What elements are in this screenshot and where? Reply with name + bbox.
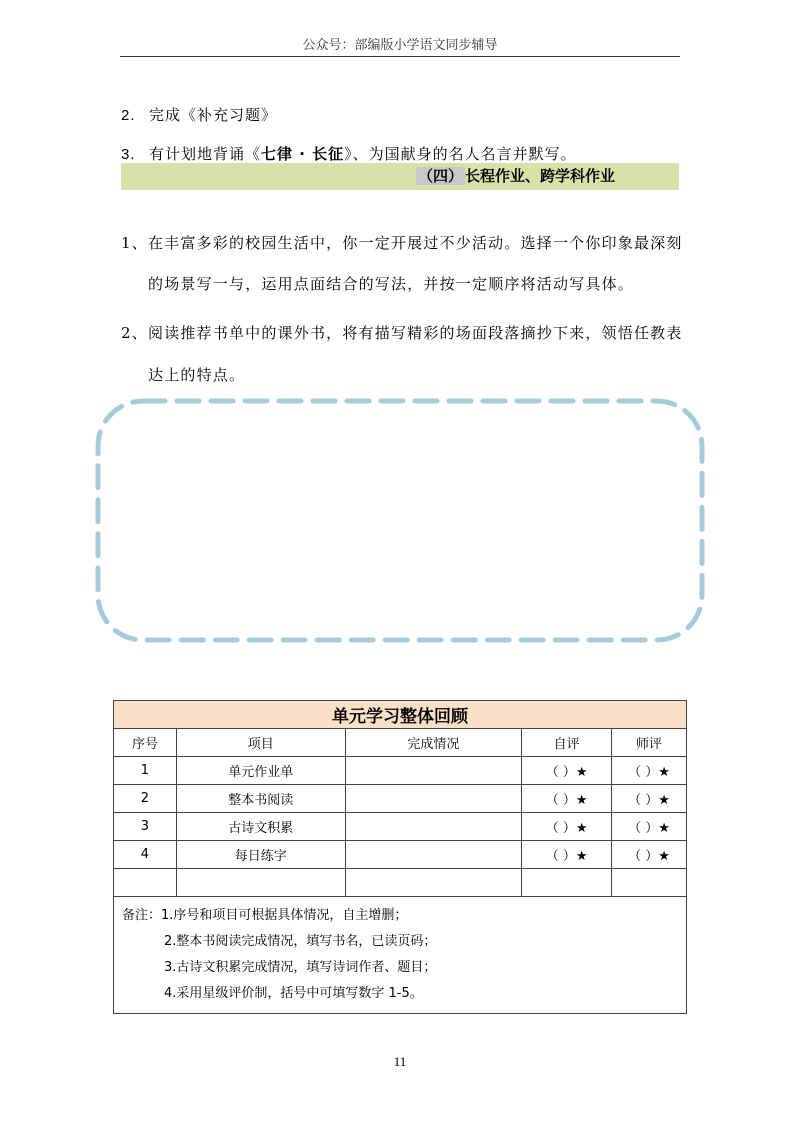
table-row [114,813,687,841]
section-banner [121,163,679,190]
table-title: 单元学习整体回顾 [114,701,687,729]
unit-review-table [113,700,687,1014]
section-heading [416,166,615,187]
empty-cell[interactable] [345,869,522,897]
section-number: （四） [418,167,464,185]
item-text-post: 》、为国献身的名人名言并默写。 [344,145,577,163]
table-row [114,841,687,869]
row-no: 4 [114,841,177,869]
header-item: 项目 [176,729,345,757]
item-number: 2. [121,107,136,124]
item-number: 3. [121,146,136,163]
note-line: 备注：1.序号和项目可根据具体情况，自主增删； [122,908,408,923]
row-status-cell[interactable] [345,841,522,869]
table-title-row [114,701,687,729]
row-item: 古诗文积累 [176,813,345,841]
note-line: 2.整本书阅读完成情况，填写书名，已读页码； [164,934,437,949]
row-status-cell[interactable] [345,813,522,841]
empty-cell[interactable] [612,869,687,897]
table-row [114,785,687,813]
section-title: 长程作业、跨学科作业 [465,167,616,185]
row-item: 每日练字 [176,841,345,869]
table-notes [114,897,687,1014]
row-self-rating[interactable]: （ ）★ [522,785,612,813]
item-text: 完成《补充习题》 [149,106,278,124]
row-self-rating[interactable]: （ ）★ [522,813,612,841]
row-teacher-rating[interactable]: （ ）★ [612,785,687,813]
row-item: 整本书阅读 [176,785,345,813]
header-status: 完成情况 [345,729,522,757]
dashed-border [98,401,702,640]
row-no: 2 [114,785,177,813]
task-2-line-2: 达上的特点。 [148,366,246,384]
homework-item-2 [121,104,277,125]
answer-writing-box[interactable] [95,398,705,643]
table-row [114,757,687,785]
homework-item-3 [121,143,577,164]
header-divider [120,56,680,57]
note-line: 3.古诗文积累完成情况，填写诗词作者、题目； [164,960,437,975]
task-1-line-1: 1、在丰富多彩的校园生活中，你一定开展过不少活动。选择一个你印象最深刻 [121,234,683,252]
item-text-pre: 有计划地背诵《 [149,145,262,163]
empty-cell[interactable] [176,869,345,897]
row-no: 3 [114,813,177,841]
row-teacher-rating[interactable]: （ ）★ [612,841,687,869]
row-item: 单元作业单 [176,757,345,785]
header-no: 序号 [114,729,177,757]
row-status-cell[interactable] [345,757,522,785]
row-teacher-rating[interactable]: （ ）★ [612,757,687,785]
page-header: 公众号：部编版小学语文同步辅导 [302,38,498,53]
empty-cell[interactable] [522,869,612,897]
row-teacher-rating[interactable]: （ ）★ [612,813,687,841]
table-empty-row [114,869,687,897]
table-header-row [114,729,687,757]
row-no: 1 [114,757,177,785]
header-teacher-eval: 师评 [612,729,687,757]
row-self-rating[interactable]: （ ）★ [522,757,612,785]
row-self-rating[interactable]: （ ）★ [522,841,612,869]
poem-title: 七律 · 长征 [261,145,345,163]
table-notes-row [114,897,687,1014]
header-self-eval: 自评 [522,729,612,757]
empty-cell[interactable] [114,869,177,897]
task-2-line-1: 2、阅读推荐书单中的课外书，将有描写精彩的场面段落摘抄下来，领悟任教表 [121,324,683,342]
note-line: 4.采用星级评价制，括号中可填写数字 1-5。 [164,986,423,1001]
page-number: 11 [393,1054,407,1069]
row-status-cell[interactable] [345,785,522,813]
task-1-line-2: 的场景写一与，运用点面结合的写法，并按一定顺序将活动写具体。 [148,275,635,293]
